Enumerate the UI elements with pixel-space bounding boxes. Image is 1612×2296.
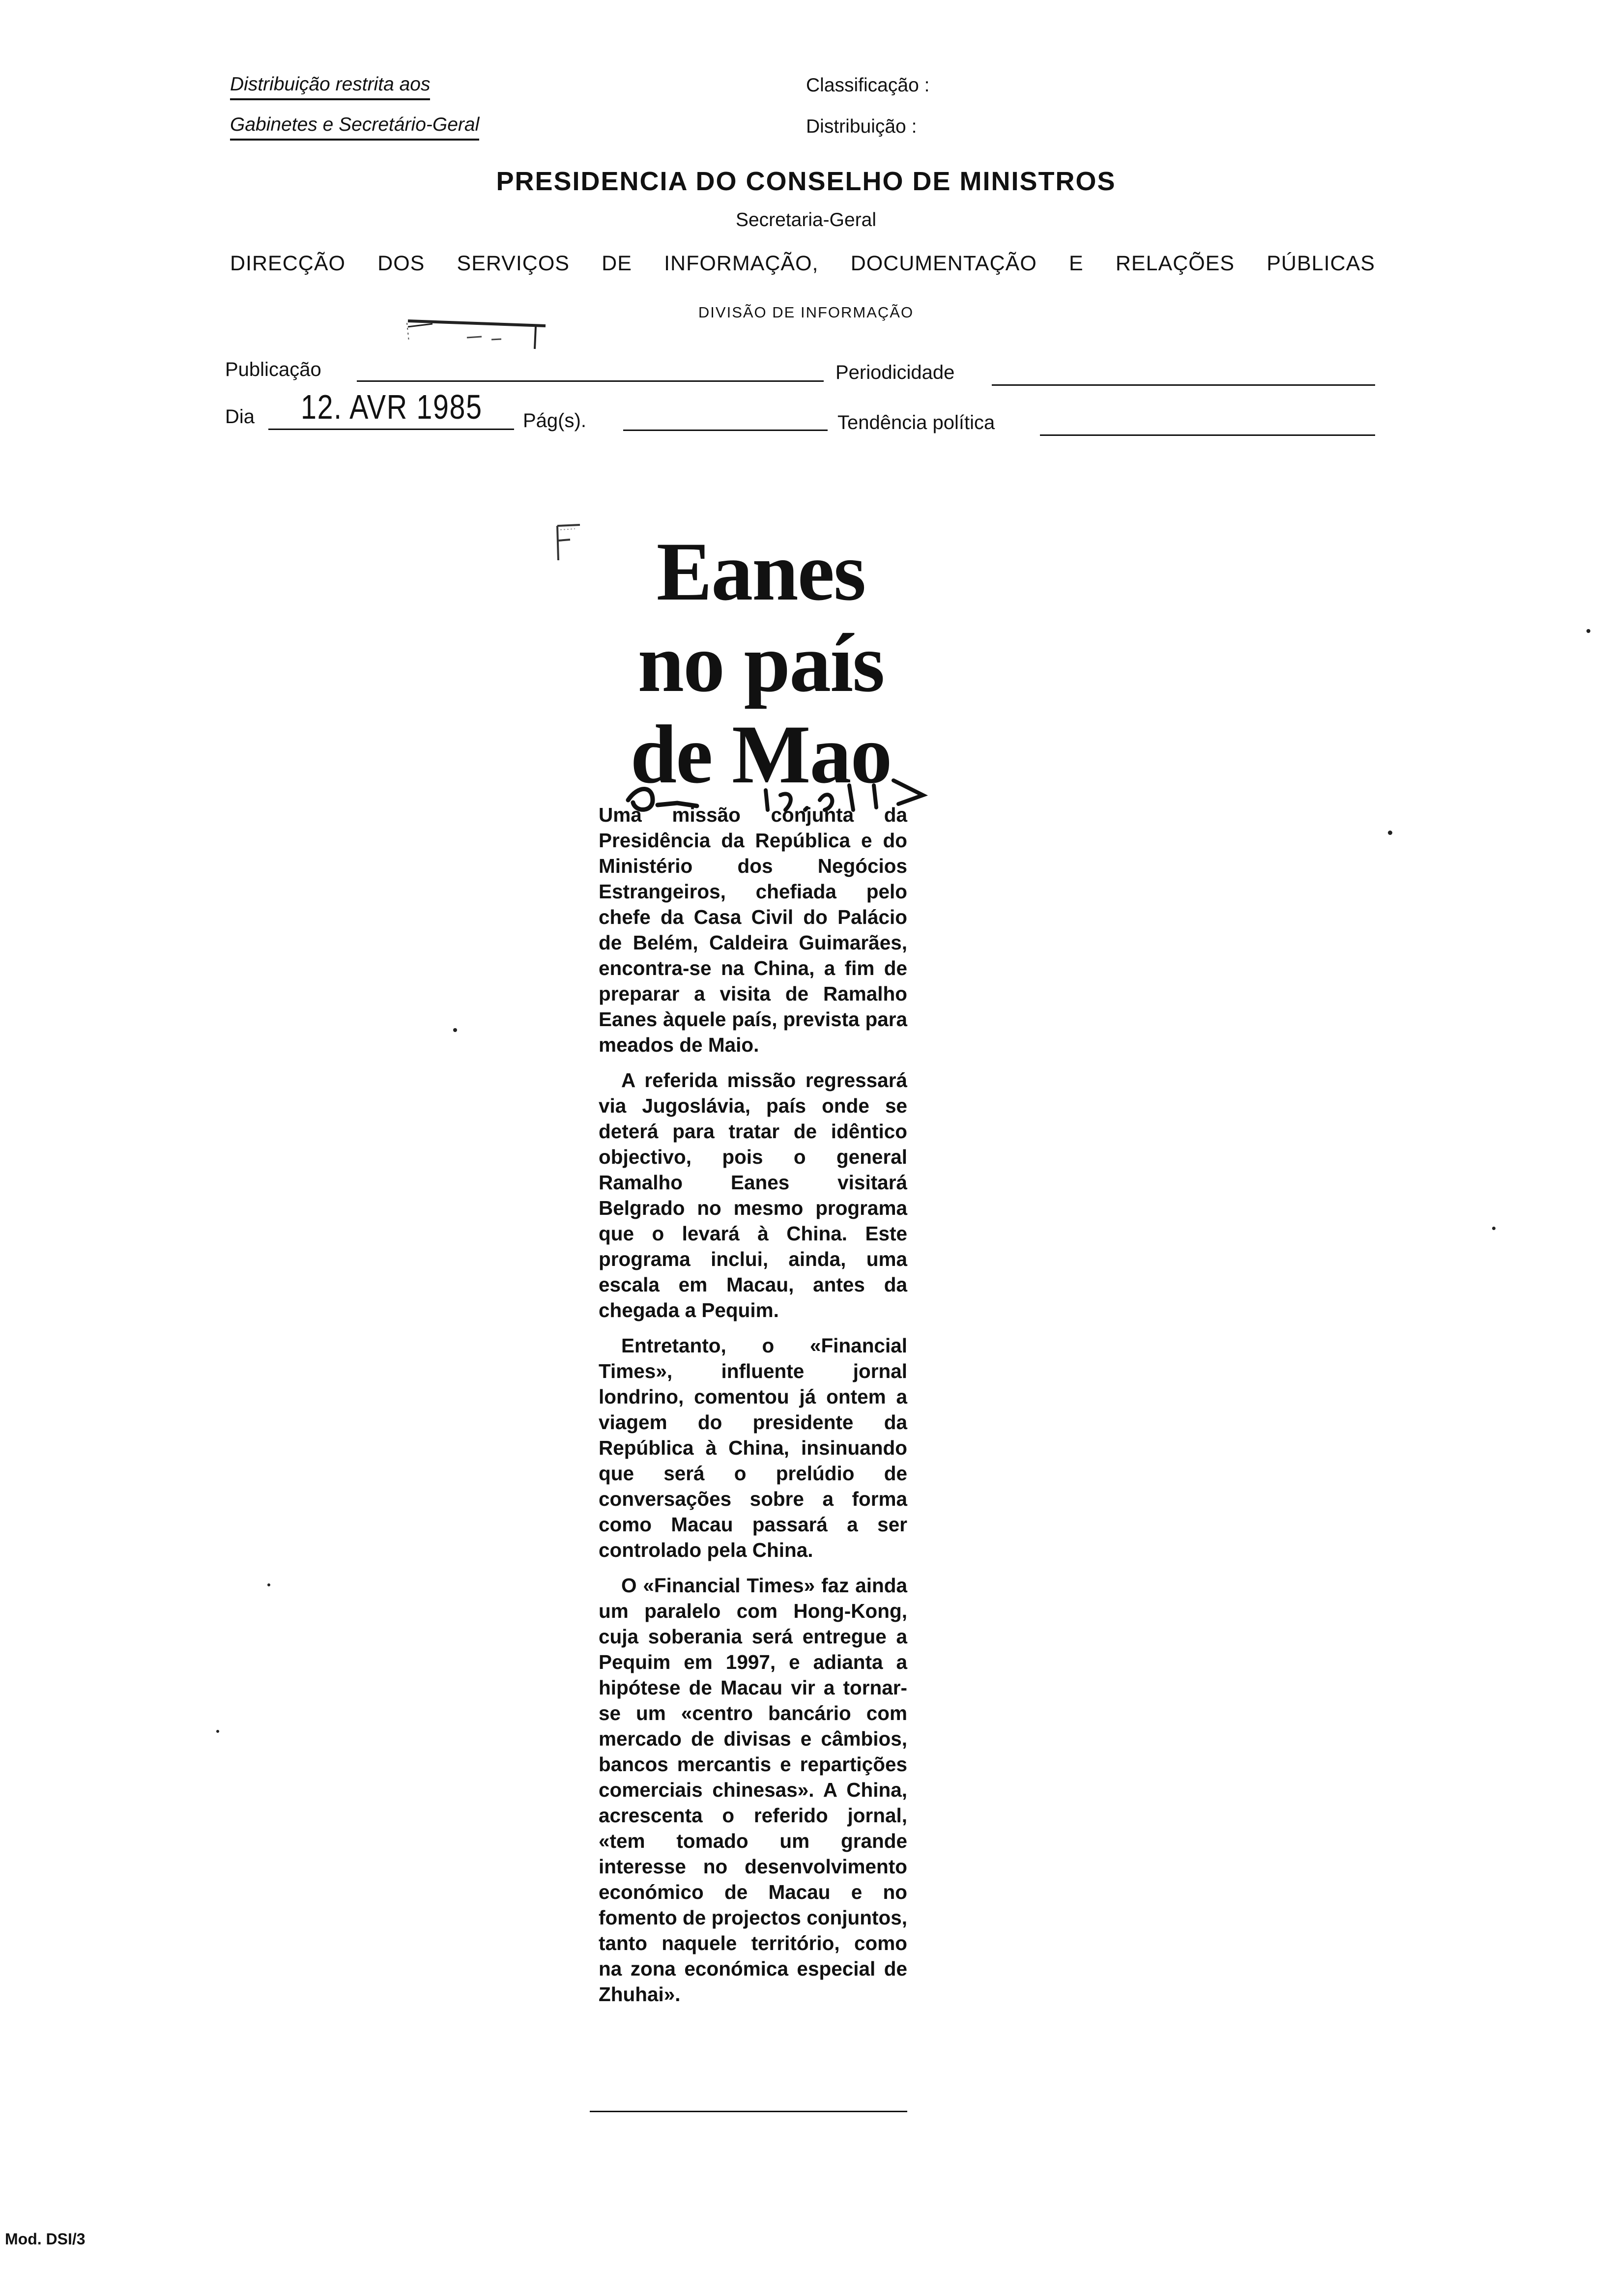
direccao-word: RELAÇÕES (1115, 252, 1235, 275)
article-paragraph: A referida missão regressará via Jugoslávia, país onde se deterá para tratar de idêntico objectivo, pois o general Ramalho Eanes visitará Belgrado no mesmo programa que o levará à China. Este programa inclui, ainda, uma escala em Macau, antes da chegada a Pequim. (599, 1069, 907, 1321)
classificacao-label: Classificação : (806, 75, 930, 96)
scan-speck (216, 1730, 219, 1733)
headline-line: no país (637, 617, 884, 709)
scan-speck (267, 1583, 270, 1586)
article-paragraph: Entretanto, o «Financial Times», influente jornal londrino, comentou já ontem a viagem do presidente da República à China, insinuando que será o prelúdio de conversações sobre a forma como Macau passará a ser controlado pela China. (599, 1334, 907, 1561)
direccao-word: E (1068, 252, 1084, 275)
direccao-word: DOCUMENTAÇÃO (850, 252, 1037, 275)
secretaria-subtitle: Secretaria-Geral (735, 209, 877, 230)
headline-line: Eanes (656, 525, 865, 618)
direccao-word: DE (602, 252, 632, 275)
scan-speck (1586, 629, 1590, 633)
scan-speck (1388, 831, 1392, 835)
direccao-word: INFORMAÇÃO, (664, 252, 819, 275)
direccao-word: DIRECÇÃO (230, 252, 345, 275)
direccao-word: DOS (377, 252, 425, 275)
article-headline (579, 526, 943, 800)
article-paragraph: Uma missão conjunta da Presidência da República e do Ministério dos Negócios Estrangeiros, chefiada pelo chefe da Casa Civil do Palácio de Belém, Caldeira Guimarães, encontra-se na China, a fim de preparar a visita de Ramalho Eanes àquele país, prevista para meados de Maio. (599, 804, 907, 1056)
distribution-note-line2: Gabinetes e Secretário-Geral (230, 114, 479, 141)
dia-line (268, 429, 514, 430)
tendencia-label: Tendência política (837, 412, 995, 433)
direccao-word: PÚBLICAS (1267, 252, 1375, 275)
direccao-word: SERVIÇOS (457, 252, 570, 275)
direccao-line (230, 252, 1375, 276)
distribuicao-label: Distribuição : (806, 116, 917, 137)
divisao-label: DIVISÃO DE INFORMAÇÃO (698, 304, 914, 321)
form-code: Mod. DSI/3 (5, 2230, 86, 2248)
dia-label: Dia (225, 406, 255, 428)
article-paragraph: O «Financial Times» faz ainda um paralelo com Hong-Kong, cuja soberania será entregue a Pequim em 1997, e adianta a hipótese de Macau vir a tornar-se um «centro bancário com mercado de divisas e câmbios, bancos mercantis e repartições comerciais chinesas». A China, acrescenta o referido jornal, «tem tomado um grande interesse no desenvolvimento económico de Macau e no fomento de projectos conjuntos, tanto naquele território, como na zona económica especial de Zhuhai». (599, 1574, 907, 2006)
page-title: PRESIDENCIA DO CONSELHO DE MINISTROS (496, 167, 1116, 196)
periodicidade-label: Periodicidade (835, 362, 955, 383)
article-body (599, 802, 907, 2017)
headline-line: de Mao (630, 708, 892, 801)
scan-speck (453, 1028, 457, 1032)
date-stamp: 12. AVR 1985 (301, 388, 483, 426)
publicacao-label: Publicação (225, 359, 321, 380)
periodicidade-line (992, 384, 1375, 386)
scan-speck (1492, 1227, 1496, 1230)
distribution-note-line1: Distribuição restrita aos (230, 74, 430, 100)
pags-line (623, 430, 828, 431)
pags-label: Pág(s). (523, 410, 586, 431)
article-end-rule (590, 2111, 907, 2112)
tendencia-line (1040, 434, 1375, 436)
publicacao-line (357, 380, 824, 382)
